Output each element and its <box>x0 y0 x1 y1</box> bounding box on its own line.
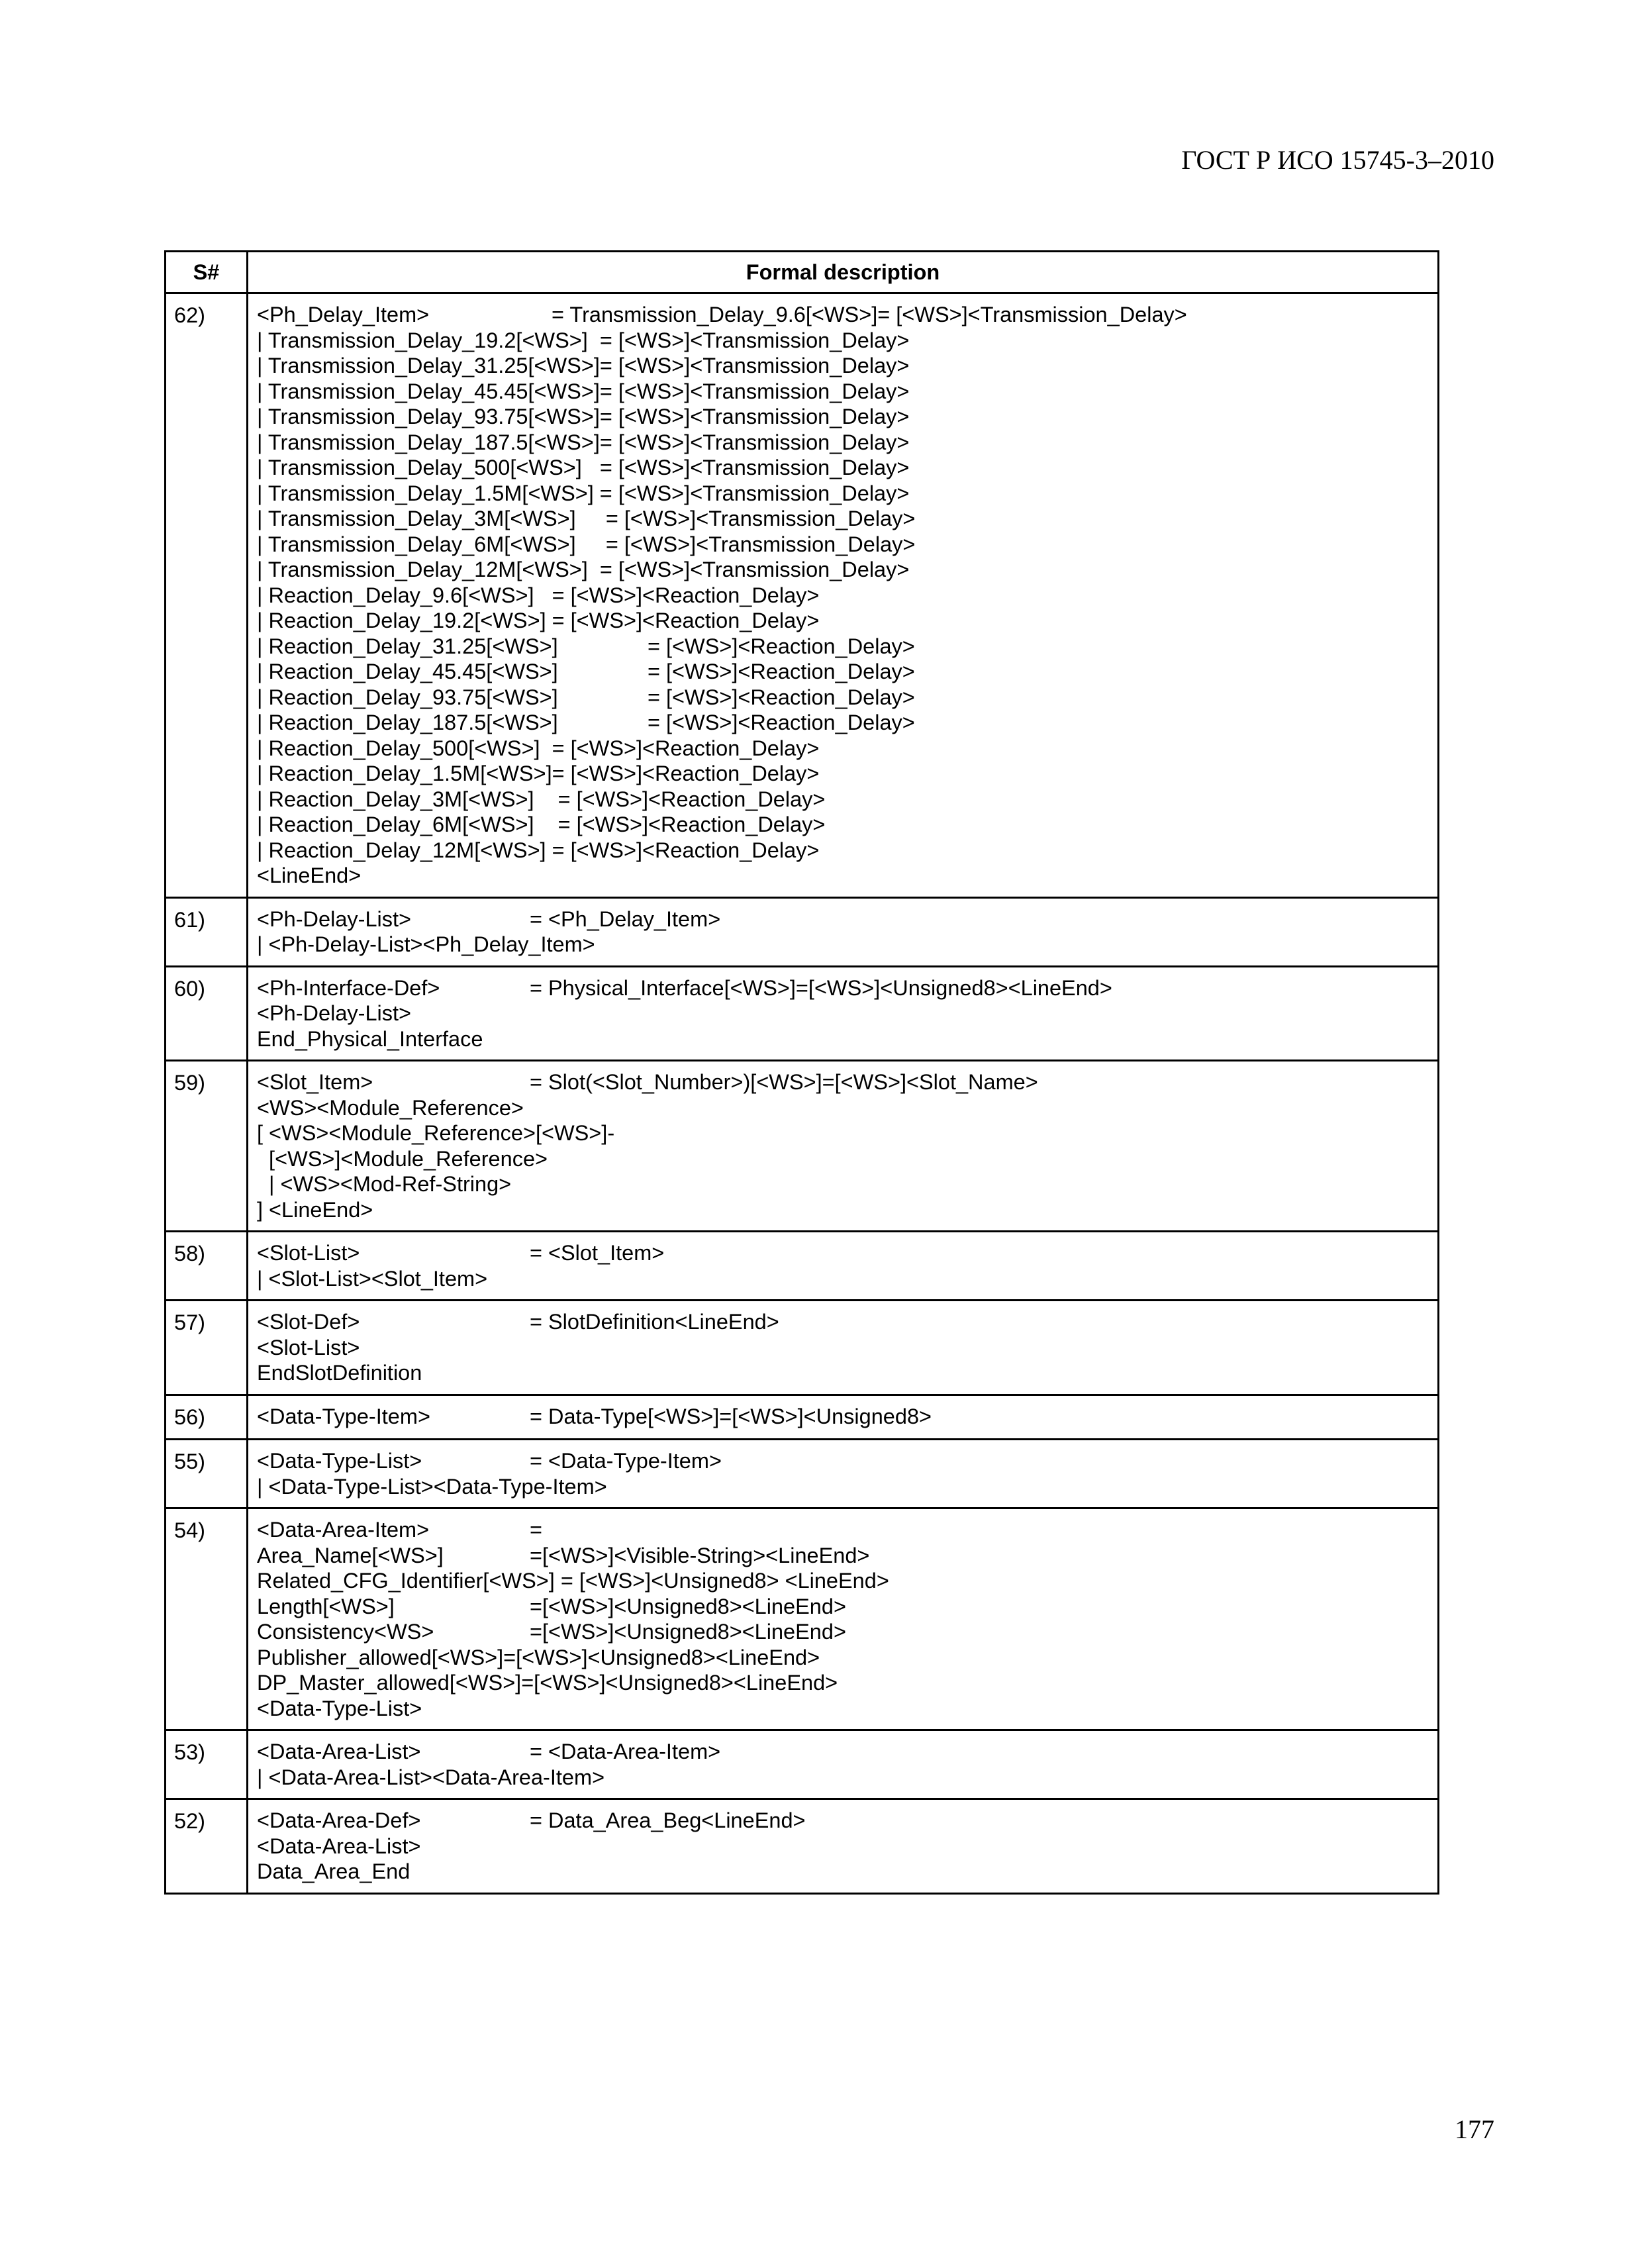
line-lhs: | Transmission_Delay_19.2[<WS>] <box>257 328 588 352</box>
line-rhs: = [<WS>]<Transmission_Delay> <box>575 507 916 530</box>
line-rhs: = <Slot_Item> <box>530 1241 665 1265</box>
formal-description <box>248 1061 1439 1232</box>
column-header-number: S# <box>166 252 248 293</box>
description-line <box>257 761 1437 787</box>
rule-number: 57) <box>166 1301 248 1395</box>
line-lhs: Consistency<WS> <box>257 1620 434 1644</box>
rule-number: 61) <box>166 897 248 966</box>
line-lhs: ] <LineEnd> <box>257 1197 373 1222</box>
description-line <box>257 1120 1437 1146</box>
description-line <box>257 634 1437 660</box>
table-row <box>166 1232 1439 1301</box>
description-line <box>257 659 1437 685</box>
line-lhs: <Data-Area-List> <box>257 1740 421 1763</box>
line-lhs: [ <WS><Module_Reference>[<WS>]- <box>257 1121 615 1145</box>
description-line <box>257 1404 1437 1430</box>
description-line <box>257 1594 1437 1620</box>
line-lhs: <Data-Type-List> <box>257 1449 422 1473</box>
description-line <box>257 353 1437 379</box>
description-line <box>257 1543 1437 1569</box>
line-rhs: = [<WS>]<Transmission_Delay> <box>587 558 910 581</box>
description-line <box>257 506 1437 532</box>
description-line <box>257 1670 1437 1696</box>
line-lhs: | Reaction_Delay_187.5[<WS>] <box>257 711 558 734</box>
line-lhs: | Reaction_Delay_45.45[<WS>] <box>257 660 558 683</box>
description-line <box>257 404 1437 430</box>
line-rhs: = SlotDefinition<LineEnd> <box>530 1310 779 1334</box>
formal-description <box>248 1301 1439 1395</box>
line-rhs: = Physical_Interface[<WS>]=[<WS>]<Unsigned8><LineEnd> <box>530 975 1112 1000</box>
description-line <box>257 1448 1437 1474</box>
line-lhs: <LineEnd> <box>257 863 362 887</box>
rule-number: 55) <box>166 1440 248 1508</box>
line-lhs: <Data-Area-Item> <box>257 1518 430 1542</box>
rule-number: 59) <box>166 1061 248 1232</box>
description-line <box>257 1517 1437 1543</box>
formal-description <box>248 1508 1439 1730</box>
line-rhs: = [<WS>]<Reaction_Delay> <box>534 787 826 811</box>
line-lhs: | Reaction_Delay_12M[<WS>] <box>257 838 546 862</box>
description-line <box>257 787 1437 813</box>
line-lhs: [<WS>]<Module_Reference> <box>257 1146 548 1171</box>
line-lhs: <Data-Area-List> <box>257 1834 421 1858</box>
table-row <box>166 1440 1439 1508</box>
description-line <box>257 812 1437 838</box>
line-rhs: = [<WS>]<Reaction_Delay> <box>546 609 820 632</box>
table-row <box>166 1395 1439 1440</box>
line-lhs: | Reaction_Delay_6M[<WS>] <box>257 813 534 836</box>
table-header-row <box>166 252 1439 293</box>
line-lhs: <Slot_Item> <box>257 1070 373 1094</box>
description-line <box>257 1859 1437 1885</box>
line-rhs: = [<WS>]<Transmission_Delay> <box>599 354 910 377</box>
line-lhs: | <Slot-List><Slot_Item> <box>257 1266 488 1291</box>
description-line <box>257 1474 1437 1500</box>
description-line <box>257 1619 1437 1645</box>
table-row <box>166 966 1439 1061</box>
line-lhs: <Slot-List> <box>257 1241 360 1265</box>
description-line <box>257 1360 1437 1386</box>
line-rhs: = [<WS>]<Transmission_Delay> <box>575 532 916 556</box>
formal-description-table <box>164 250 1439 1895</box>
line-rhs: = [<WS>]<Reaction_Delay> <box>648 634 915 658</box>
description-line <box>257 838 1437 863</box>
description-line <box>257 1309 1437 1335</box>
line-rhs: = [<WS>]<Reaction_Delay> <box>546 838 820 862</box>
line-lhs: EndSlotDefinition <box>257 1361 422 1385</box>
description-line <box>257 1335 1437 1361</box>
line-lhs: <Slot-List> <box>257 1335 360 1359</box>
line-rhs: = <box>530 1518 542 1542</box>
table-body <box>166 293 1439 1894</box>
line-lhs: <Ph-Delay-List> <box>257 1001 412 1025</box>
line-rhs: = <Data-Type-Item> <box>530 1449 722 1473</box>
description-line <box>257 1696 1437 1722</box>
line-lhs: Length[<WS>] <box>257 1594 395 1618</box>
rule-number: 62) <box>166 293 248 898</box>
line-rhs: = [<WS>]<Transmission_Delay> <box>599 430 910 454</box>
line-lhs: | Transmission_Delay_187.5[<WS>] <box>257 430 600 454</box>
line-lhs: | <Ph-Delay-List><Ph_Delay_Item> <box>257 932 595 956</box>
description-line <box>257 1834 1437 1859</box>
rule-number: 52) <box>166 1799 248 1894</box>
line-rhs: =[<WS>]<Unsigned8><LineEnd> <box>530 1594 846 1618</box>
table-row <box>166 1508 1439 1730</box>
formal-description <box>248 897 1439 966</box>
description-line <box>257 1026 1437 1052</box>
table-row <box>166 1730 1439 1799</box>
description-line <box>257 1001 1437 1026</box>
line-lhs: | Transmission_Delay_45.45[<WS>] <box>257 379 600 403</box>
rule-number: 53) <box>166 1730 248 1799</box>
line-lhs: | Transmission_Delay_500[<WS>] <box>257 456 582 479</box>
description-line <box>257 1266 1437 1292</box>
description-line <box>257 1765 1437 1791</box>
line-lhs: | <Data-Type-List><Data-Type-Item> <box>257 1474 607 1499</box>
line-rhs: = [<WS>]<Transmission_Delay> <box>599 379 910 403</box>
line-rhs: = [<WS>]<Reaction_Delay> <box>552 762 820 785</box>
line-lhs: End_Physical_Interface <box>257 1026 483 1051</box>
line-lhs: <Ph-Delay-List> <box>257 907 412 931</box>
description-line <box>257 1739 1437 1765</box>
description-line <box>257 481 1437 507</box>
line-lhs: | <Data-Area-List><Data-Area-Item> <box>257 1765 605 1789</box>
formal-description <box>248 293 1439 898</box>
line-lhs: DP_Master_allowed[<WS>]=[<WS>]<Unsigned8><LineEnd> <box>257 1671 838 1695</box>
description-line <box>257 1171 1437 1197</box>
line-rhs: = Slot(<Slot_Number>)[<WS>]=[<WS>]<Slot_Name> <box>530 1070 1038 1094</box>
line-rhs: = <Data-Area-Item> <box>530 1740 721 1763</box>
description-line <box>257 557 1437 583</box>
line-lhs: Data_Area_End <box>257 1859 410 1883</box>
description-line <box>257 1069 1437 1095</box>
document-header: ГОСТ Р ИСО 15745-3–2010 <box>1181 145 1494 175</box>
description-line <box>257 608 1437 634</box>
description-line <box>257 455 1437 481</box>
formal-description <box>248 966 1439 1061</box>
line-lhs: | Reaction_Delay_31.25[<WS>] <box>257 634 558 658</box>
description-line <box>257 736 1437 762</box>
line-rhs: = [<WS>]<Transmission_Delay> <box>587 328 910 352</box>
rule-number: 58) <box>166 1232 248 1301</box>
line-rhs: = [<WS>]<Reaction_Delay> <box>648 660 915 683</box>
line-lhs: | Reaction_Delay_9.6[<WS>] <box>257 583 534 607</box>
description-line <box>257 328 1437 354</box>
description-line <box>257 1568 1437 1594</box>
line-lhs: | Transmission_Delay_31.25[<WS>] <box>257 354 600 377</box>
formal-description <box>248 1232 1439 1301</box>
description-line <box>257 1808 1437 1834</box>
line-rhs: = [<WS>]<Reaction_Delay> <box>534 813 826 836</box>
description-line <box>257 863 1437 889</box>
line-lhs: | Reaction_Delay_1.5M[<WS>] <box>257 762 552 785</box>
formal-description <box>248 1395 1439 1440</box>
line-lhs: | Reaction_Delay_93.75[<WS>] <box>257 685 558 709</box>
line-rhs: = <Ph_Delay_Item> <box>530 907 721 931</box>
line-lhs: <Data-Type-Item> <box>257 1404 430 1428</box>
line-rhs: = [<WS>]<Reaction_Delay> <box>534 583 820 607</box>
line-rhs: = Data-Type[<WS>]=[<WS>]<Unsigned8> <box>530 1404 932 1428</box>
line-rhs: =[<WS>]<Visible-String><LineEnd> <box>530 1543 870 1567</box>
description-line <box>257 430 1437 456</box>
rule-number: 60) <box>166 966 248 1061</box>
table-row <box>166 1061 1439 1232</box>
line-rhs: = [<WS>]<Transmission_Delay> <box>581 456 910 479</box>
description-line <box>257 932 1437 958</box>
table-row <box>166 293 1439 898</box>
description-line <box>257 975 1437 1001</box>
line-rhs: =[<WS>]<Unsigned8><LineEnd> <box>530 1620 846 1644</box>
line-lhs: | <WS><Mod-Ref-String> <box>257 1172 512 1196</box>
table-row <box>166 897 1439 966</box>
rule-number: 54) <box>166 1508 248 1730</box>
description-line <box>257 685 1437 711</box>
line-lhs: Publisher_allowed[<WS>]=[<WS>]<Unsigned8><LineEnd> <box>257 1645 820 1669</box>
description-line <box>257 1095 1437 1121</box>
line-rhs: = Data_Area_Beg<LineEnd> <box>530 1808 806 1832</box>
rule-number: 56) <box>166 1395 248 1440</box>
description-line <box>257 1146 1437 1172</box>
line-lhs: <WS><Module_Reference> <box>257 1095 524 1120</box>
description-line <box>257 583 1437 609</box>
line-lhs: | Reaction_Delay_19.2[<WS>] <box>257 609 546 632</box>
line-rhs: = [<WS>]<Reaction_Delay> <box>540 736 820 760</box>
line-rhs: = [<WS>]<Reaction_Delay> <box>648 685 915 709</box>
line-lhs: Area_Name[<WS>] <box>257 1543 444 1567</box>
line-rhs: = [<WS>]<Transmission_Delay> <box>593 481 910 505</box>
line-lhs: <Ph-Interface-Def> <box>257 975 440 1000</box>
description-line <box>257 532 1437 558</box>
line-lhs: <Slot-Def> <box>257 1310 360 1334</box>
description-line <box>257 710 1437 736</box>
description-line <box>257 1645 1437 1671</box>
table-row <box>166 1799 1439 1894</box>
table-row <box>166 1301 1439 1395</box>
line-rhs: = Transmission_Delay_9.6[<WS>]= [<WS>]<Transmission_Delay> <box>552 303 1187 326</box>
line-lhs: Related_CFG_Identifier[<WS>] = [<WS>]<Unsigned8> <LineEnd> <box>257 1569 889 1593</box>
description-line <box>257 379 1437 405</box>
line-rhs: = [<WS>]<Transmission_Delay> <box>599 405 910 428</box>
line-lhs: | Transmission_Delay_3M[<WS>] <box>257 507 576 530</box>
description-line <box>257 907 1437 932</box>
column-header-description: Formal description <box>248 252 1439 293</box>
line-lhs: | Transmission_Delay_6M[<WS>] <box>257 532 576 556</box>
line-lhs: <Data-Area-Def> <box>257 1808 421 1832</box>
formal-description <box>248 1440 1439 1508</box>
formal-description <box>248 1799 1439 1894</box>
line-rhs: = [<WS>]<Reaction_Delay> <box>648 711 915 734</box>
description-line <box>257 1240 1437 1266</box>
line-lhs: <Data-Type-List> <box>257 1696 422 1720</box>
description-line <box>257 1197 1437 1223</box>
line-lhs: <Ph_Delay_Item> <box>257 303 430 326</box>
formal-description <box>248 1730 1439 1799</box>
description-line <box>257 302 1437 328</box>
page-number: 177 <box>1455 2114 1494 2144</box>
line-lhs: | Reaction_Delay_3M[<WS>] <box>257 787 534 811</box>
line-lhs: | Reaction_Delay_500[<WS>] <box>257 736 540 760</box>
line-lhs: | Transmission_Delay_1.5M[<WS>] <box>257 481 594 505</box>
line-lhs: | Transmission_Delay_12M[<WS>] <box>257 558 588 581</box>
line-lhs: | Transmission_Delay_93.75[<WS>] <box>257 405 600 428</box>
